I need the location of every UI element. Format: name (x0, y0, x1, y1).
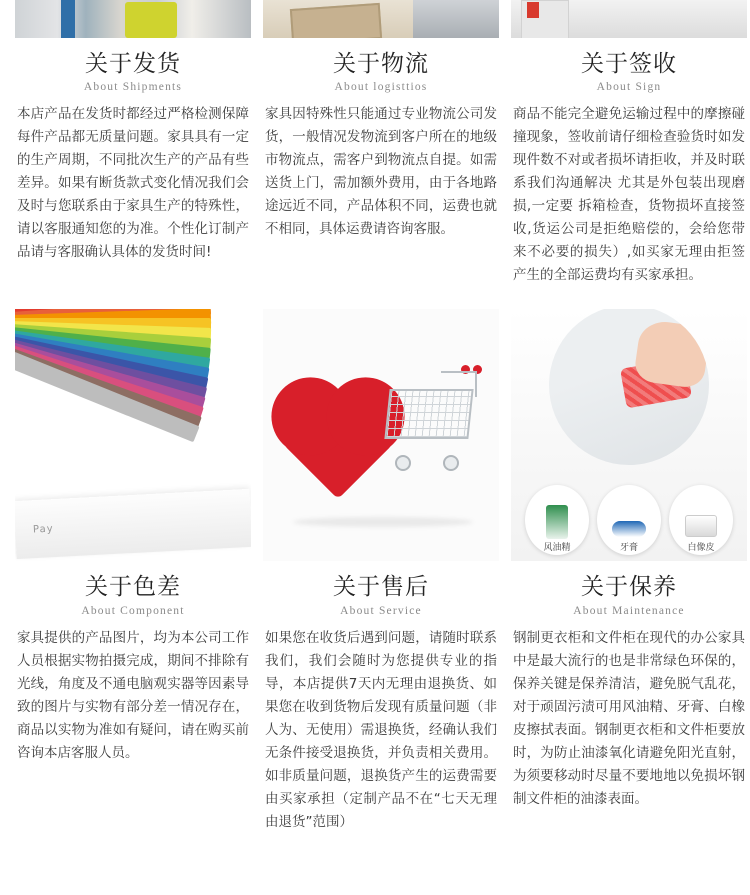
section-logistics (263, 0, 499, 287)
cart-wheel (395, 455, 411, 471)
shopping-cart-icon (387, 375, 479, 471)
cleaning-circle-inset (549, 309, 709, 465)
section-service (263, 309, 499, 851)
section-body: 本店产品在发货时都经过严格检测保障每件产品都无质量问题。家具具有一定的生产周期，不同批次生产的产品有些差异。如果有断货款式变化情况我们会及时与您联系由于家具生产的特殊性，请以客服通知您的为准。个性化订制产品请与客服确认具体的发货时间! (17, 106, 249, 261)
section-title-zh: 关于物流 (333, 51, 429, 77)
cleaner-item (669, 485, 733, 555)
heart-icon (283, 389, 393, 499)
cartons-and-tablet-photo (263, 0, 499, 38)
heart-and-shopping-cart-photo (263, 309, 499, 561)
cleaning-cloth-and-cleaners-photo (511, 309, 747, 561)
color-swatch-fan-photo (15, 309, 251, 561)
shipping-worker-photo (15, 0, 251, 38)
section-title-en: About Shipments (83, 81, 183, 94)
cleaner-item-label: 牙膏 (619, 543, 638, 554)
section-title-en: About Component (81, 604, 185, 617)
section-title-zh: 关于保养 (581, 574, 677, 601)
section-component (15, 309, 251, 851)
section-maintenance (511, 309, 747, 851)
cart-basket (384, 389, 473, 439)
section-title-en: About logisttios (334, 81, 428, 94)
section-title-en: About Service (340, 604, 422, 617)
section-body: 商品不能完全避免运输过程中的摩擦碰撞现象，签收前请仔细检查验货时如发现件数不对或者损坏请拒收，并及时联系我们沟通解决 尤其是外包装出现磨损,一定要 拆箱检查，货物损坏直接签收,货运公司是拒绝赔偿的，会给您带来不必要的损失）,如买家无理由拒签产生的全部运费均有买家承担。 (513, 106, 745, 284)
section-body: 家具提供的产品图片，均为本公司工作人员根据实物拍摄完成，期间不排除有光线，角度及不通电脑观实器等因素导致的图片与实物有部分差一情况存在，商品以实物为准如有疑问，请在购买前咨询本店客服人员。 (17, 629, 249, 761)
section-body: 钢制更衣柜和文件柜在现代的办公家具中是最大流行的也是非常绿色环保的，保养关键是保养清洁，避免脱气乱花，对于顽固污渍可用风油精、牙膏、白橡皮擦拭表面。钢制更衣柜和文件柜要放时，为防止油漆氧化请避免阳光直射，为须要移动时尽量不要地地以免损坏钢制文件柜的油漆表面。 (513, 629, 745, 807)
cleaner-items (525, 483, 733, 555)
section-title-zh: 关于色差 (85, 574, 181, 601)
color-fan (15, 309, 251, 503)
cleaner-item (597, 485, 661, 555)
cleaner-item-label: 风油精 (543, 543, 571, 554)
info-row-top (0, 0, 750, 287)
parcel-signing-photo (511, 0, 747, 38)
section-title-zh: 关于售后 (333, 574, 429, 601)
section-title-zh: 关于发货 (85, 51, 181, 77)
section-sign (511, 0, 747, 287)
cleaner-item (525, 485, 589, 555)
row-divider-spacer (0, 287, 750, 309)
cleaner-item-label: 白像皮 (687, 543, 715, 554)
section-title-en: About Maintenance (573, 604, 685, 617)
section-title-zh: 关于签收 (581, 51, 677, 77)
eraser-icon (685, 515, 717, 537)
bottle-icon (546, 505, 568, 539)
toothpaste-icon (612, 521, 646, 537)
cart-wheel (443, 455, 459, 471)
section-shipments (15, 0, 251, 287)
hand-icon (633, 319, 709, 390)
section-body: 如果您在收货后遇到问题，请随时联系我们，我们会随时为您提供专业的指导，本店提供7天内无理由退换货、如果您在收到货物后发现有质量问题（非人为、无使用）需退换货，经确认我们无条件接受退换货，并负责相关费用。如非质量问题，退换货产生的运费需要由买家承担（定制产品不在“七天无理由退货”范围） (265, 629, 497, 830)
section-title-en: About Sign (596, 81, 662, 94)
swatch-card-label: Pay (32, 523, 54, 536)
section-body: 家具因特殊性只能通过专业物流公司发货，一般情况发物流到客户所在的地级市物流点，需客户到物流点自提。如需送货上门，需加额外费用，由于各地路途远近不同，产品体积不同，运费也就不相同，具体运费请咨询客服。 (265, 106, 497, 238)
info-row-bottom (0, 309, 750, 851)
photo-shadow (293, 517, 473, 527)
